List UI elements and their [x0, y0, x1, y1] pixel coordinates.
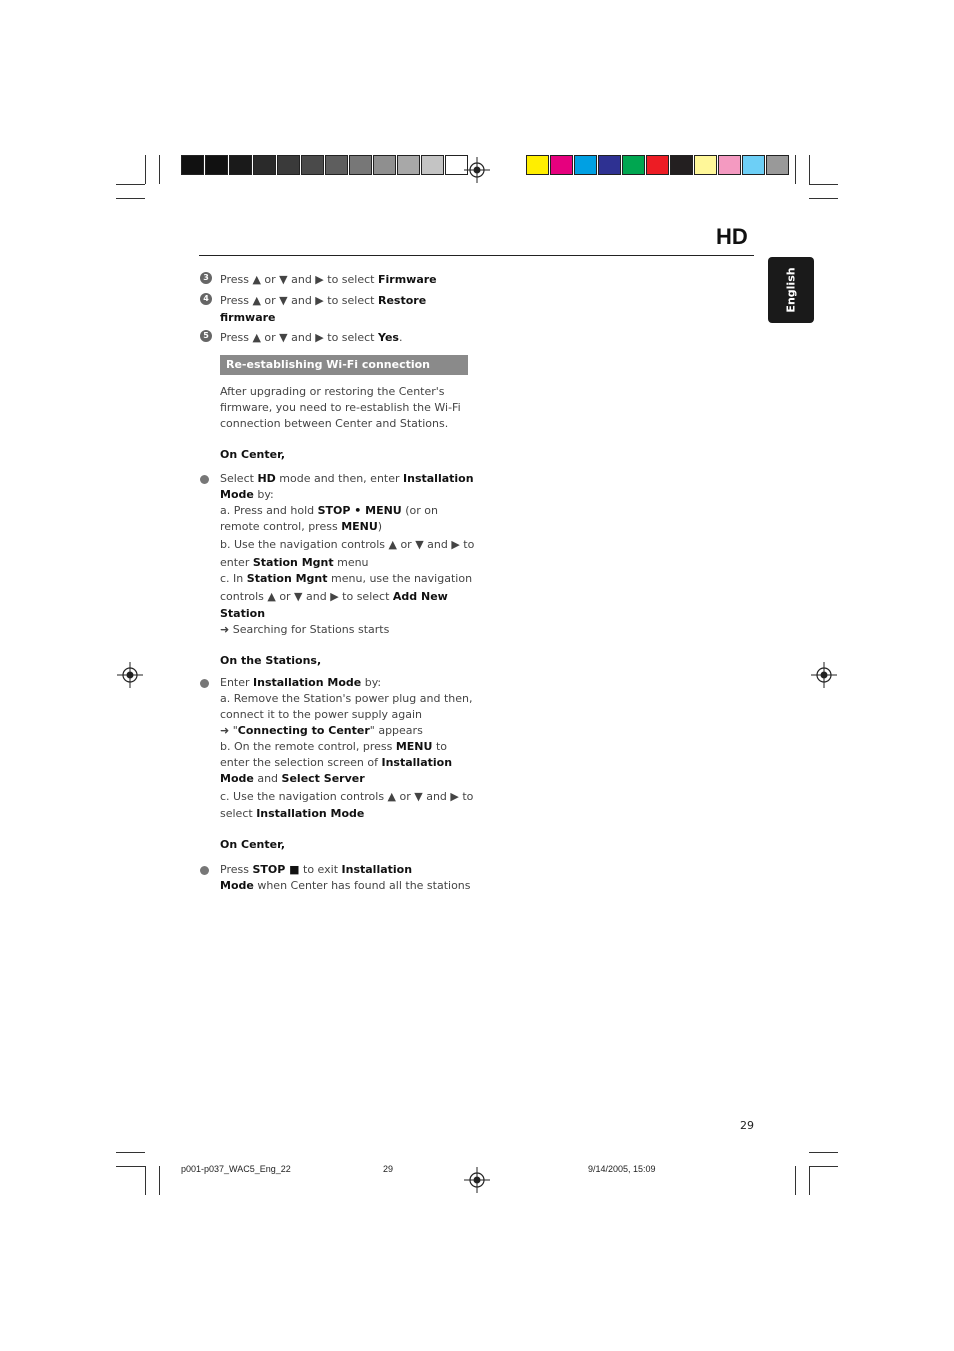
instruction-line: enter Station Mgnt menu — [220, 556, 369, 569]
gray-swatch — [229, 155, 252, 175]
registration-mark-icon — [117, 662, 143, 688]
instruction-line: connect it to the power supply again — [220, 708, 423, 721]
intro-text: firmware, you need to re-establish the Wi-Fi — [220, 401, 461, 414]
gray-swatch — [301, 155, 324, 175]
color-swatch — [766, 155, 789, 175]
step-number: 4 — [200, 293, 212, 305]
crop-mark — [809, 184, 838, 185]
instruction-line: enter the selection screen of Installation — [220, 756, 453, 769]
result-line: ➜ "Connecting to Center" appears — [220, 724, 423, 737]
color-swatch — [742, 155, 765, 175]
language-tab-label: English — [784, 267, 798, 313]
instruction-line: Mode and Select Server — [220, 772, 365, 785]
footer-datetime: 9/14/2005, 15:09 — [588, 1164, 656, 1174]
instruction-line: Station — [220, 607, 266, 620]
color-swatch — [646, 155, 669, 175]
crop-mark — [809, 155, 810, 184]
crop-mark — [809, 198, 838, 199]
crop-mark — [116, 184, 145, 185]
crop-mark — [145, 1166, 146, 1195]
instruction-line: Select HD mode and then, enter Installation — [220, 472, 474, 485]
instruction-line: b. On the remote control, press MENU to — [220, 740, 447, 753]
bullet — [200, 475, 209, 484]
color-swatch — [526, 155, 549, 175]
color-swatch — [622, 155, 645, 175]
bullet — [200, 679, 209, 688]
footer-filename: p001-p037_WAC5_Eng_22 — [181, 1164, 291, 1174]
registration-mark-icon — [464, 1167, 490, 1193]
section-heading: Re-establishing Wi-Fi connection — [220, 355, 468, 375]
instruction-line: c. In Station Mgnt menu, use the navigation — [220, 572, 473, 585]
registration-mark-icon — [464, 157, 490, 183]
gray-swatch — [325, 155, 348, 175]
color-swatch — [718, 155, 741, 175]
color-swatch — [598, 155, 621, 175]
registration-mark-icon — [811, 662, 837, 688]
instruction-line: a. Press and hold STOP • MENU (or on — [220, 504, 438, 517]
instruction-line: Mode when Center has found all the stations — [220, 879, 471, 892]
step-number: 5 — [200, 330, 212, 342]
page-number: 29 — [740, 1119, 754, 1132]
result-line: ➜ Searching for Stations starts — [220, 623, 390, 636]
header-rule — [199, 255, 754, 256]
grayscale-calibration-bar — [181, 155, 469, 175]
crop-mark — [145, 155, 146, 184]
gray-swatch — [253, 155, 276, 175]
instruction-line: Mode by: — [220, 488, 274, 501]
page-title: HD — [716, 224, 748, 249]
instruction-line: Enter Installation Mode by: — [220, 676, 382, 689]
color-swatch — [694, 155, 717, 175]
gray-swatch — [181, 155, 204, 175]
color-swatch — [550, 155, 573, 175]
instruction-line: remote control, press MENU) — [220, 520, 383, 533]
step-text-cont: firmware — [220, 311, 276, 324]
subheading: On the Stations, — [220, 654, 322, 667]
bullet — [200, 866, 209, 875]
gray-swatch — [205, 155, 228, 175]
crop-mark — [809, 1166, 810, 1195]
gray-swatch — [277, 155, 300, 175]
intro-text: connection between Center and Stations. — [220, 417, 449, 430]
instruction-line: controls ▲ or ▼ and ▶ to select Add New — [220, 590, 448, 603]
instruction-line: a. Remove the Station's power plug and then, — [220, 692, 473, 705]
gray-swatch — [373, 155, 396, 175]
color-swatch — [670, 155, 693, 175]
instruction-line: c. Use the navigation controls ▲ or ▼ and ▶ to — [220, 790, 474, 803]
instruction-line: b. Use the navigation controls ▲ or ▼ and ▶ to — [220, 538, 475, 551]
crop-mark — [116, 1166, 145, 1167]
intro-text: After upgrading or restoring the Center's — [220, 385, 445, 398]
gray-swatch — [421, 155, 444, 175]
crop-mark — [795, 1166, 796, 1195]
crop-mark — [159, 155, 160, 184]
color-swatch — [574, 155, 597, 175]
step-text: Press ▲ or ▼ and ▶ to select Yes. — [220, 331, 403, 344]
subheading: On Center, — [220, 838, 286, 851]
crop-mark — [795, 155, 796, 184]
instruction-line: Press STOP ■ to exit Installation — [220, 863, 413, 876]
subheading: On Center, — [220, 448, 286, 461]
crop-mark — [116, 1152, 145, 1153]
crop-mark — [116, 198, 145, 199]
crop-mark — [809, 1152, 838, 1153]
color-calibration-bar — [526, 155, 790, 175]
footer-page: 29 — [383, 1164, 394, 1174]
gray-swatch — [397, 155, 420, 175]
instruction-line: select Installation Mode — [220, 807, 365, 820]
gray-swatch — [349, 155, 372, 175]
language-tab — [768, 257, 814, 323]
step-text: Press ▲ or ▼ and ▶ to select Restore — [220, 294, 427, 307]
step-text: Press ▲ or ▼ and ▶ to select Firmware — [220, 273, 437, 286]
crop-mark — [809, 1166, 838, 1167]
step-number: 3 — [200, 272, 212, 284]
crop-mark — [159, 1166, 160, 1195]
